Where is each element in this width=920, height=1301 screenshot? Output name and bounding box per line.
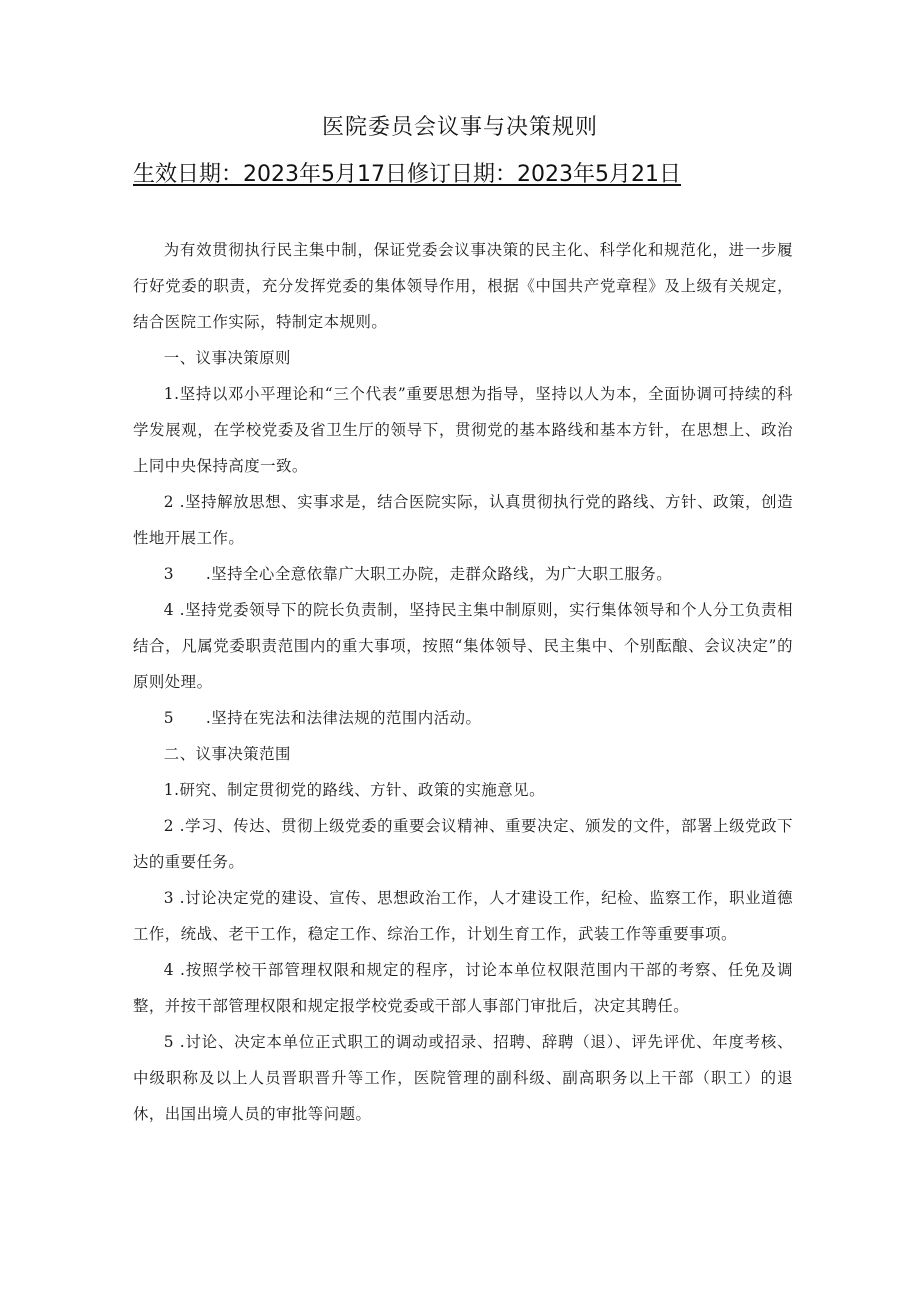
list-item: 2 .坚持解放思想、实事求是，结合医院实际，认真贯彻执行党的路线、方针、政策，创造性地开展工作。 [133,493,793,547]
list-item: 5 .坚持在宪法和法律法规的范围内活动。 [163,709,482,727]
list-item: 4 .按照学校干部管理权限和规定的程序，讨论本单位权限范围内干部的考察、任免及调整，并按干部管理权限和规定报学校党委或干部人事部门审批后，决定其聘任。 [133,961,793,1015]
dates-line: 生效日期：2023年5月17日修订日期：2023年5月21日 [133,162,681,187]
section-heading: 二、议事决策范围 [163,745,291,763]
document-title: 医院委员会议事与决策规则 [321,115,598,140]
list-item: 1.坚持以邓小平理论和“三个代表”重要思想为指导，坚持以人为本，全面协调可持续的科学发展观，在学校党委及省卫生厅的领导下，贯彻党的基本路线和基本方针，在思想上、政治上同中央保持高度一致。 [133,385,793,475]
list-item: 3 .坚持全心全意依靠广大职工办院，走群众路线，为广大职工服务。 [163,565,673,583]
list-item: 1.研究、制定贯彻党的路线、方针、政策的实施意见。 [163,781,545,799]
list-item: 4 .坚持党委领导下的院长负责制，坚持民主集中制原则，实行集体领导和个人分工负责相结合，凡属党委职责范围内的重大事项，按照“集体领导、民主集中、个别酝酿、会议决定”的原则处理。 [133,601,793,691]
document-body [133,232,793,1132]
intro-paragraph: 为有效贯彻执行民主集中制，保证党委会议事决策的民主化、科学化和规范化，进一步履行好党委的职责，充分发挥党委的集体领导作用，根据《中国共产党章程》及上级有关规定，结合医院工作实际，特制定本规则。 [133,241,793,331]
section-heading: 一、议事决策原则 [163,349,291,367]
list-item: 5 .讨论、决定本单位正式职工的调动或招录、招聘、辞聘（退）、评先评优、年度考核、中级职称及以上人员晋职晋升等工作，医院管理的副科级、副高职务以上干部（职工）的退休，出国出境人员的审批等问题。 [133,1033,793,1123]
list-item: 2 .学习、传达、贯彻上级党委的重要会议精神、重要决定、颁发的文件，部署上级党政下达的重要任务。 [133,817,793,871]
list-item: 3 .讨论决定党的建设、宣传、思想政治工作，人才建设工作，纪检、监察工作，职业道德工作，统战、老干工作，稳定工作、综治工作，计划生育工作，武装工作等重要事项。 [133,889,793,943]
